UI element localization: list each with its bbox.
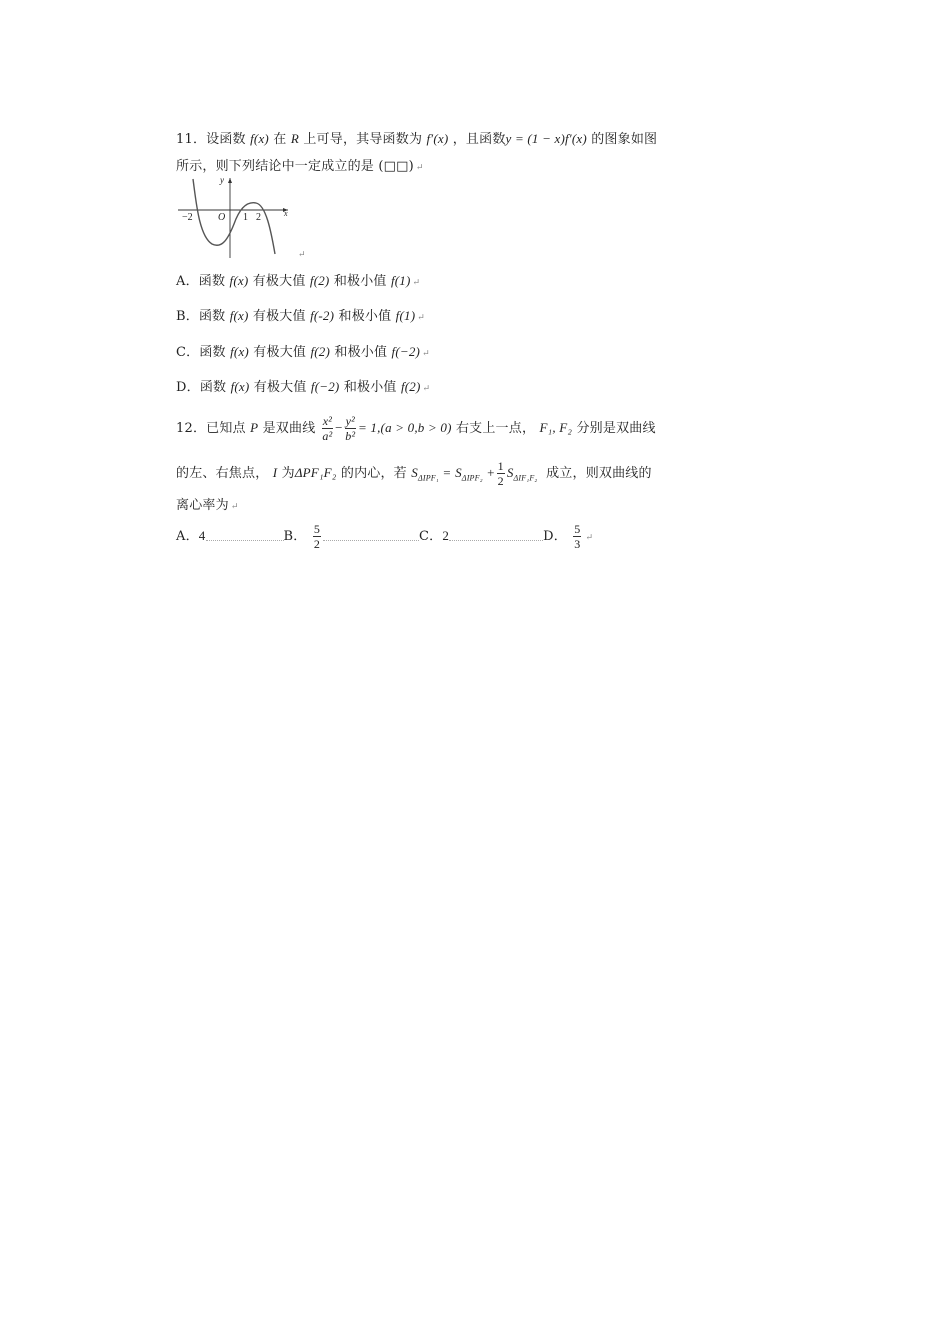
- q12-condition: = 1,(a > 0,b > 0): [357, 420, 452, 435]
- q11-option-d[interactable]: [176, 376, 430, 395]
- q11-stem-line2: [176, 155, 424, 174]
- x-axis-label: x: [284, 209, 288, 218]
- option-value: 2: [442, 528, 450, 543]
- dot-leader: [206, 533, 284, 541]
- frac-5-2: [313, 522, 321, 551]
- q12-option-b[interactable]: [283, 522, 324, 551]
- q11-option-a[interactable]: [176, 270, 420, 289]
- frac-num: x²: [322, 414, 333, 428]
- option-text: 和极小值: [343, 380, 397, 395]
- q11-fx: f(x): [250, 131, 269, 146]
- y-axis-label: y: [220, 176, 224, 185]
- option-text: 函数: [198, 274, 226, 289]
- q12-text: 的左、右焦点，: [176, 466, 269, 481]
- option-label: D．: [543, 529, 567, 544]
- q12-text: 为: [281, 466, 295, 481]
- y-axis-arrow: [228, 178, 232, 183]
- q12-text: 成立，则双曲线的: [546, 466, 652, 481]
- q12-stem-line2: [176, 459, 652, 488]
- option-text: 有极大值: [252, 274, 306, 289]
- area-S1-sub: ΔIPF₁: [417, 473, 439, 483]
- frac-den: 2: [313, 537, 321, 551]
- paragraph-mark: ↵: [230, 502, 239, 512]
- q11-expr: y = (1 − x)f′(x): [505, 131, 587, 146]
- option-min: f(2): [400, 379, 421, 394]
- origin-label: O: [218, 212, 226, 223]
- area-S2: S: [455, 465, 462, 480]
- minus-sign: −: [335, 420, 343, 435]
- tick-2: 2: [256, 212, 261, 223]
- frac-5-3: [573, 522, 581, 551]
- equals-sign: =: [443, 465, 451, 480]
- option-text: 和极小值: [334, 345, 388, 360]
- q12-option-c[interactable]: [419, 529, 449, 544]
- q12-text: 已知点: [206, 421, 246, 436]
- option-fx: f(x): [230, 344, 249, 359]
- option-text: 和极小值: [338, 309, 392, 324]
- q11-function-graph: [176, 176, 306, 262]
- q11-option-c[interactable]: [176, 341, 430, 360]
- frac-den: b²: [345, 429, 356, 443]
- paragraph-mark: ↵: [585, 533, 594, 543]
- q12-triangle: ΔPF₁F₂: [294, 465, 337, 480]
- option-label: C．: [176, 345, 200, 360]
- q12-foci: F₁, F₂: [539, 420, 573, 435]
- paragraph-mark: ↵: [422, 349, 430, 359]
- q11-text: 设函数: [206, 132, 246, 147]
- option-max: f(2): [309, 273, 330, 288]
- option-label: B．: [283, 529, 307, 544]
- frac-den: 3: [574, 537, 581, 551]
- option-text: 函数: [198, 309, 226, 324]
- tick-minus-2: −2: [182, 212, 193, 223]
- dot-leader: [449, 533, 543, 541]
- paragraph-mark: ↵: [412, 278, 421, 288]
- q11-option-b[interactable]: [176, 305, 425, 324]
- q11-text: 在: [273, 132, 287, 147]
- option-max: f(-2): [310, 308, 335, 323]
- option-text: 有极大值: [253, 380, 307, 395]
- q11-text: 所示，则下列结论中一定成立的是 (□□): [176, 159, 414, 174]
- curve: [193, 179, 275, 254]
- q11-fpx: f′(x): [426, 131, 449, 146]
- q12-text: 的内心，若: [340, 466, 407, 481]
- q12-stem-line3: [176, 494, 239, 513]
- area-S3-sub: ΔIF₁F₂: [513, 473, 538, 483]
- frac-num: 5: [574, 522, 581, 536]
- q12-text: 离心率为: [176, 498, 229, 513]
- option-text: 有极大值: [252, 309, 306, 324]
- option-text: 和极小值: [333, 274, 387, 289]
- option-fx: f(x): [229, 273, 249, 288]
- q11-text: ，且函数: [452, 132, 506, 147]
- paragraph-mark: ↵: [298, 250, 306, 260]
- q11-text: 的图象如图: [591, 132, 658, 147]
- frac-y2-b2: [345, 414, 356, 443]
- frac-den: 2: [497, 474, 504, 488]
- q12-option-d[interactable]: [543, 522, 583, 551]
- q12-text: 是双曲线: [262, 421, 316, 436]
- tick-1: 1: [243, 212, 248, 223]
- option-label: A．: [176, 274, 199, 289]
- paragraph-mark: ↵: [415, 163, 424, 173]
- paragraph-mark: ↵: [417, 313, 425, 323]
- frac-den: a²: [322, 429, 333, 443]
- frac-num: 1: [497, 459, 504, 473]
- q12-option-a[interactable]: [176, 529, 206, 544]
- option-text: 函数: [199, 380, 227, 395]
- q12-number: 12．: [176, 421, 207, 436]
- option-min: f(1): [390, 273, 411, 288]
- paragraph-mark: ↵: [422, 384, 431, 394]
- frac-num: 5: [313, 522, 321, 536]
- frac-one-half: [497, 459, 505, 488]
- area-S2-sub: ΔIPF₂: [461, 473, 483, 483]
- option-value: 4: [198, 528, 206, 543]
- q12-text: 右支上一点，: [455, 421, 536, 436]
- q12-stem-line1: [176, 414, 656, 443]
- option-label: C．: [419, 529, 443, 544]
- option-text: 函数: [199, 345, 226, 360]
- option-min: f(1): [395, 308, 416, 323]
- dot-leader: [323, 533, 419, 541]
- area-S1: S: [411, 465, 418, 480]
- option-text: 有极大值: [253, 345, 307, 360]
- option-min: f(−2): [391, 344, 421, 359]
- q12-point-P: P: [250, 420, 259, 435]
- q11-text: 上可导，其导函数为: [303, 132, 423, 147]
- q12-text: 分别是双曲线: [576, 421, 656, 436]
- q11-stem-line1: [176, 128, 657, 147]
- q12-incenter-I: I: [272, 465, 278, 480]
- area-S3: S: [506, 465, 514, 480]
- q11-number: 11．: [176, 132, 207, 147]
- option-label: D．: [176, 380, 200, 395]
- option-fx: f(x): [229, 308, 249, 323]
- frac-num: y²: [345, 414, 355, 428]
- option-max: f(2): [310, 344, 331, 359]
- option-max: f(−2): [310, 379, 340, 394]
- frac-x2-a2: [322, 414, 333, 443]
- option-label: A．: [176, 529, 199, 544]
- plus-sign: +: [487, 465, 495, 480]
- option-fx: f(x): [230, 379, 250, 394]
- q11-R: R: [290, 131, 299, 146]
- q12-options-row: [176, 522, 593, 551]
- option-label: B．: [176, 309, 199, 324]
